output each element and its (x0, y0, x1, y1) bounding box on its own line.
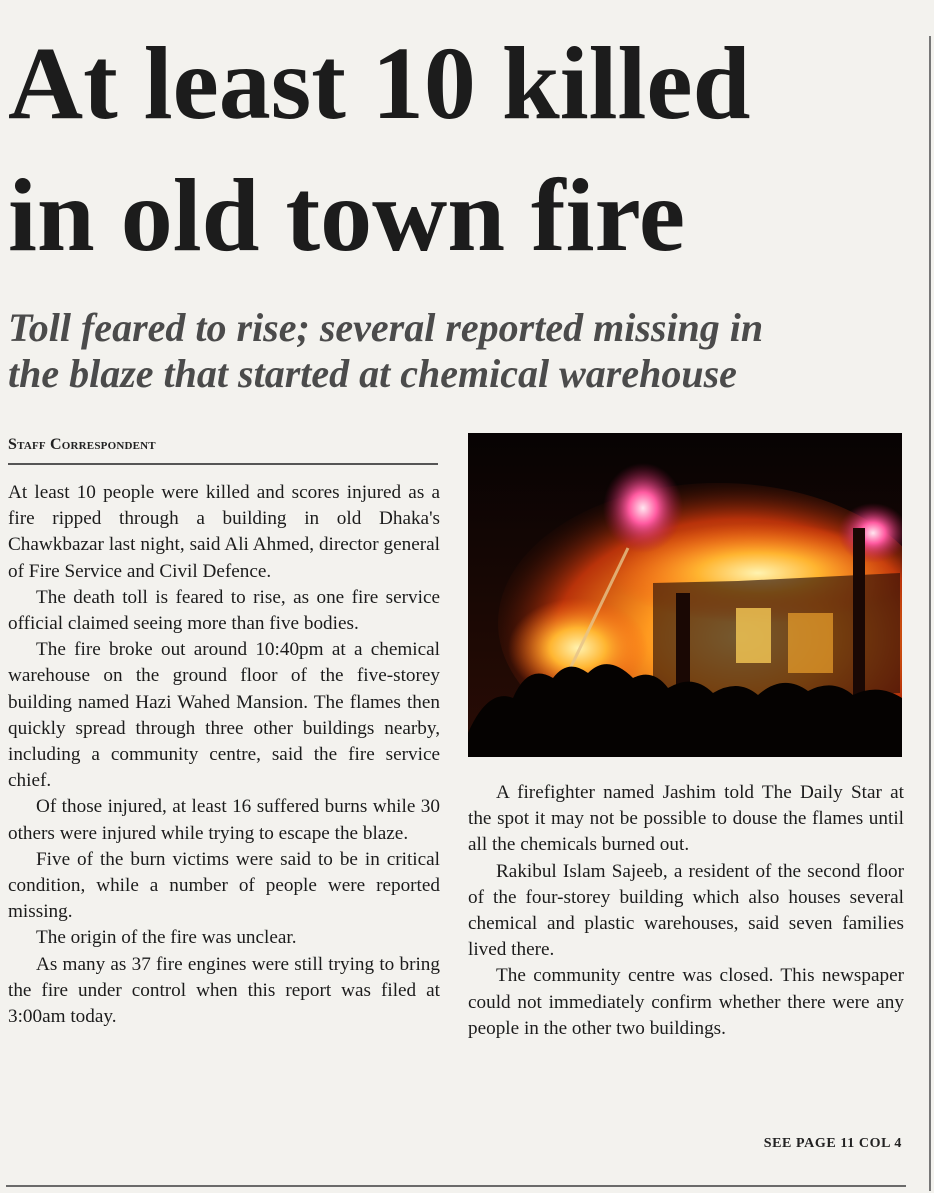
article-column-left (8, 480, 440, 1030)
article-column-right (468, 780, 904, 1042)
paragraph: A firefighter named Jashim told The Daily Star at the spot it may not be possible to douse the flames until all the chemicals burned out. (468, 782, 904, 856)
headline (8, 18, 920, 282)
burning-window (788, 613, 833, 673)
subheadline-line-2: the blaze that started at chemical warehouse (8, 351, 737, 396)
paragraph: Of those injured, at least 16 suffered burns while 30 others were injured while trying to escape the blaze. (8, 796, 440, 844)
subheadline (8, 305, 920, 397)
column-rule-right (929, 36, 931, 1191)
byline: Staff Correspondent (8, 436, 438, 465)
headline-line-2: in old town fire (8, 158, 686, 273)
paragraph: The community centre was closed. This newspaper could not immediately confirm whether there were any people in the other two buildings. (468, 965, 904, 1039)
bottom-rule (6, 1185, 906, 1187)
paragraph: At least 10 people were killed and scores injured as a fire ripped through a building in old Dhaka's Chawkbazar last night, said Ali Ahmed, director general of Fire Service and Civil Defence. (8, 482, 440, 582)
paragraph: As many as 37 fire engines were still trying to bring the fire under control when this report was filed at 3:00am today. (8, 953, 440, 1028)
pink-flame (603, 463, 683, 553)
fire-photo (468, 433, 902, 757)
fire-scene-illustration (468, 433, 902, 757)
paragraph: The death toll is feared to rise, as one fire service official claimed seeing more than five bodies. (8, 586, 440, 635)
paragraph: The origin of the fire was unclear. (36, 927, 297, 949)
paragraph: Five of the burn victims were said to be in critical condition, while a number of people were reported missing. (8, 848, 440, 923)
paragraph: Rakibul Islam Sajeeb, a resident of the second floor of the four-storey building which also houses several chemical and plastic warehouses, said seven families lived there. (468, 860, 904, 961)
subheadline-line-1: Toll feared to rise; several reported missing in (8, 305, 764, 350)
headline-line-1: At least 10 killed (8, 26, 751, 141)
burning-window (736, 608, 771, 663)
jump-line: SEE PAGE 11 COL 4 (763, 1136, 902, 1151)
paragraph: The fire broke out around 10:40pm at a chemical warehouse on the ground floor of the five-storey building named Hazi Wahed Mansion. The flames then quickly spread through three other buildings nearby, including a community centre, said the fire service chief. (8, 639, 440, 792)
building-pillar (853, 528, 865, 718)
